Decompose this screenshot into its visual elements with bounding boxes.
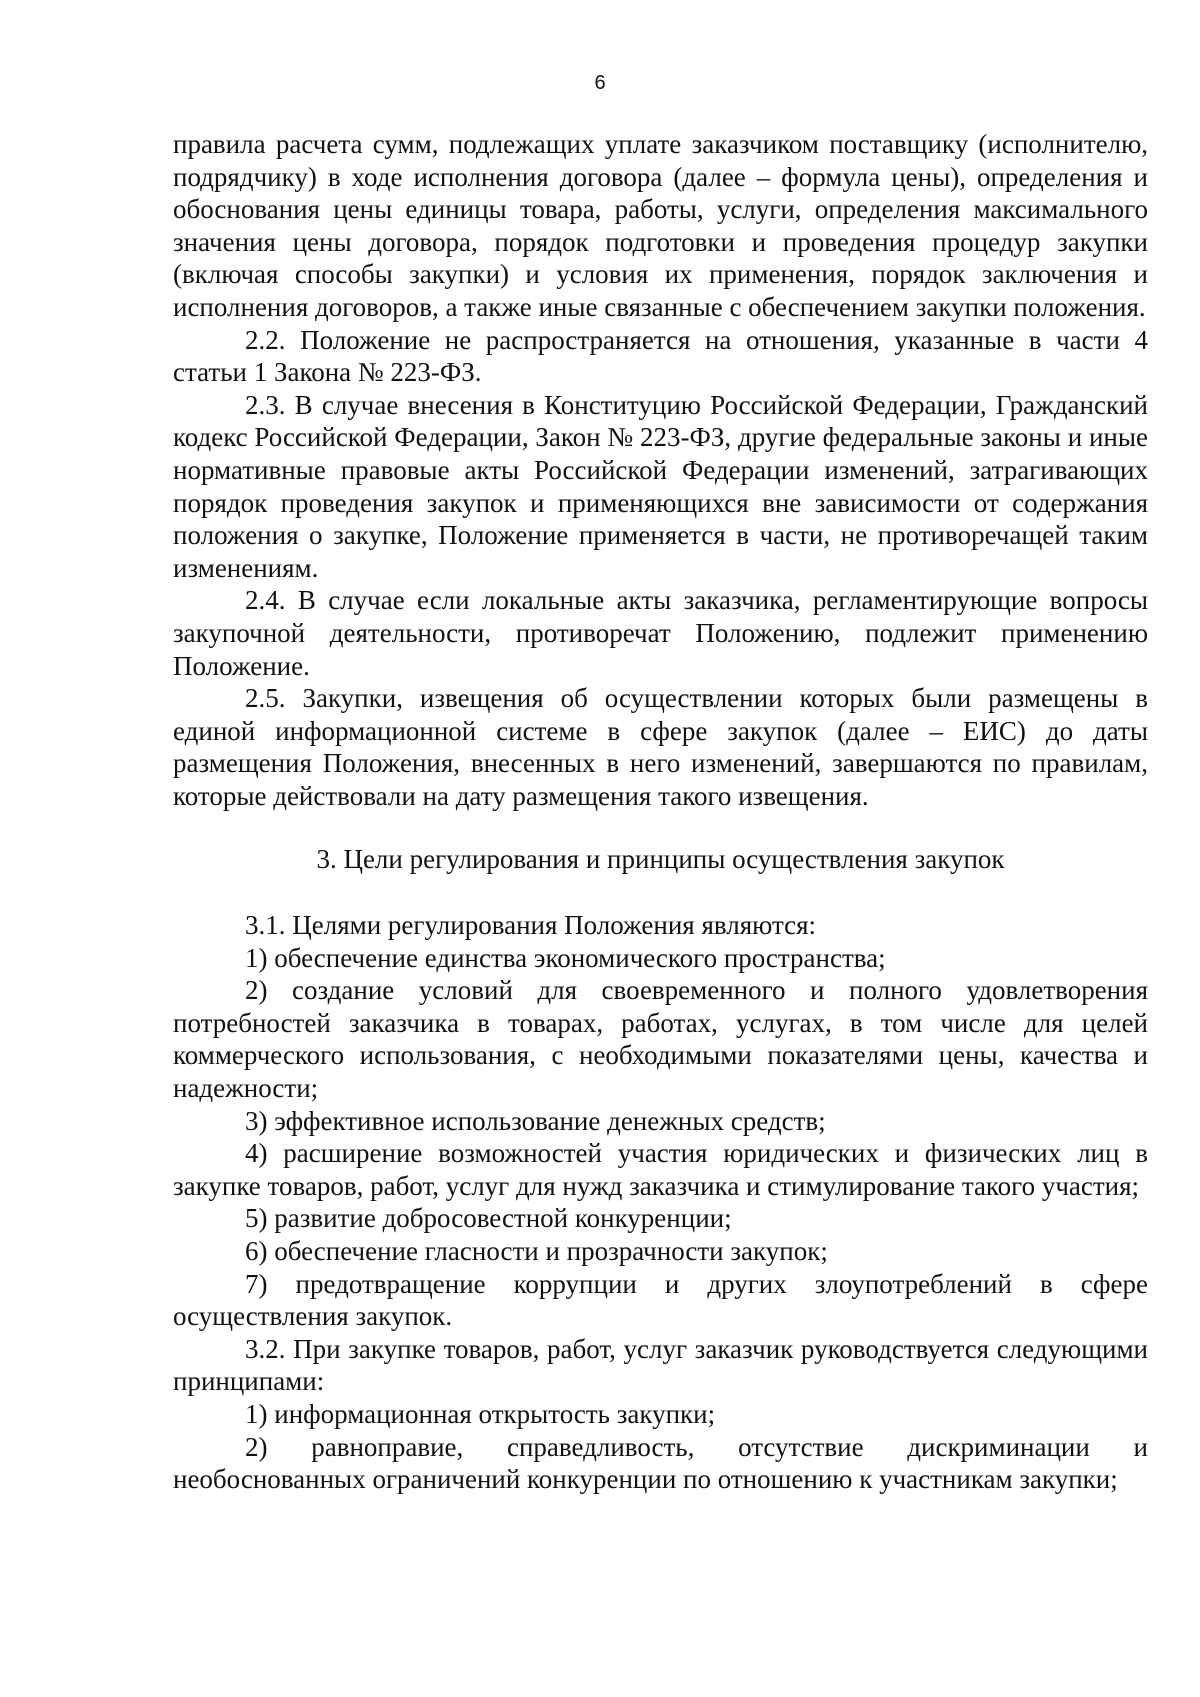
list-item-3-1-4: 4) расширение возможностей участия юридических и физических лиц в закупке товаров, работ, услуг для нужд заказчика и стимулирование такого участия; (173, 1138, 1148, 1201)
paragraph-2-2: 2.2. Положение не распространяется на отношения, указанные в части 4 статьи 1 Закона № 223-ФЗ. (173, 324, 1148, 388)
list-item-3-2-1: 1) информационная открытость закупки; (245, 1398, 716, 1429)
paragraph-3-1: 3.1. Целями регулирования Положения являются: (245, 910, 816, 941)
paragraph-2-5: 2.5. Закупки, извещения об осуществлении которых были размещены в единой информационной системе в сфере закупок (далее – ЕИС) до даты размещения Положения, внесенных в него изменений, завершаются по правилам, которые действовали на дату размещения такого извещения. (173, 683, 1148, 811)
page-number: 6 (594, 72, 606, 94)
paragraph-continuation: правила расчета сумм, подлежащих уплате заказчиком поставщику (исполнителю, подрядчику) в ходе исполнения договора (далее – формула цены), определения и обоснования цены единицы товара, работы, услуги, определения максимального значения цены договора, порядок подготовки и проведения процедур закупки (включая способы закупки) и условия их применения, порядок заключения и исполнения договоров, а также иные связанные с обеспечением закупки положения. (173, 129, 1148, 322)
paragraph-3-2: 3.2. При закупке товаров, работ, услуг заказчик руководствуется следующими принципами: (173, 1333, 1148, 1397)
list-item-3-1-2: 2) создание условий для своевременного и полного удовлетворения потребностей заказчика в товарах, работах, услугах, в том числе для целей коммерческого использования, с необходимыми показателями цены, качества и надежности; (173, 975, 1148, 1104)
list-item-3-1-6: 6) обеспечение гласности и прозрачности закупок; (245, 1236, 828, 1266)
paragraph-2-4: 2.4. В случае если локальные акты заказчика, регламентирующие вопросы закупочной деятельности, противоречат Положению, подлежит применению Положение. (173, 585, 1148, 681)
document-body (173, 128, 1148, 1496)
section-heading: 3. Цели регулирования и принципы осуществления закупок (316, 844, 1005, 875)
list-item-3-2-2: 2) равноправие, справедливость, отсутствие дискриминации и необоснованных ограничений конкуренции по отношению к участникам закупки; (173, 1431, 1148, 1495)
list-item-3-1-5: 5) развитие добросовестной конкуренции; (245, 1203, 732, 1234)
list-item-3-1-3: 3) эффективное использование денежных средств; (245, 1105, 826, 1136)
list-item-3-1-7: 7) предотвращение коррупции и других злоупотреблений в сфере осуществления закупок. (173, 1268, 1148, 1332)
list-item-3-1-1: 1) обеспечение единства экономического пространства; (245, 942, 886, 973)
paragraph-2-3: 2.3. В случае внесения в Конституцию Российской Федерации, Гражданский кодекс Российской Федерации, Закон № 223-ФЗ, другие федеральные законы и иные нормативные правовые акты Российской Федерации изменений, затрагивающих порядок проведения закупок и применяющихся вне зависимости от содержания положения о закупке, Положение применяется в части, не противоречащей таким изменениям. (173, 389, 1148, 583)
